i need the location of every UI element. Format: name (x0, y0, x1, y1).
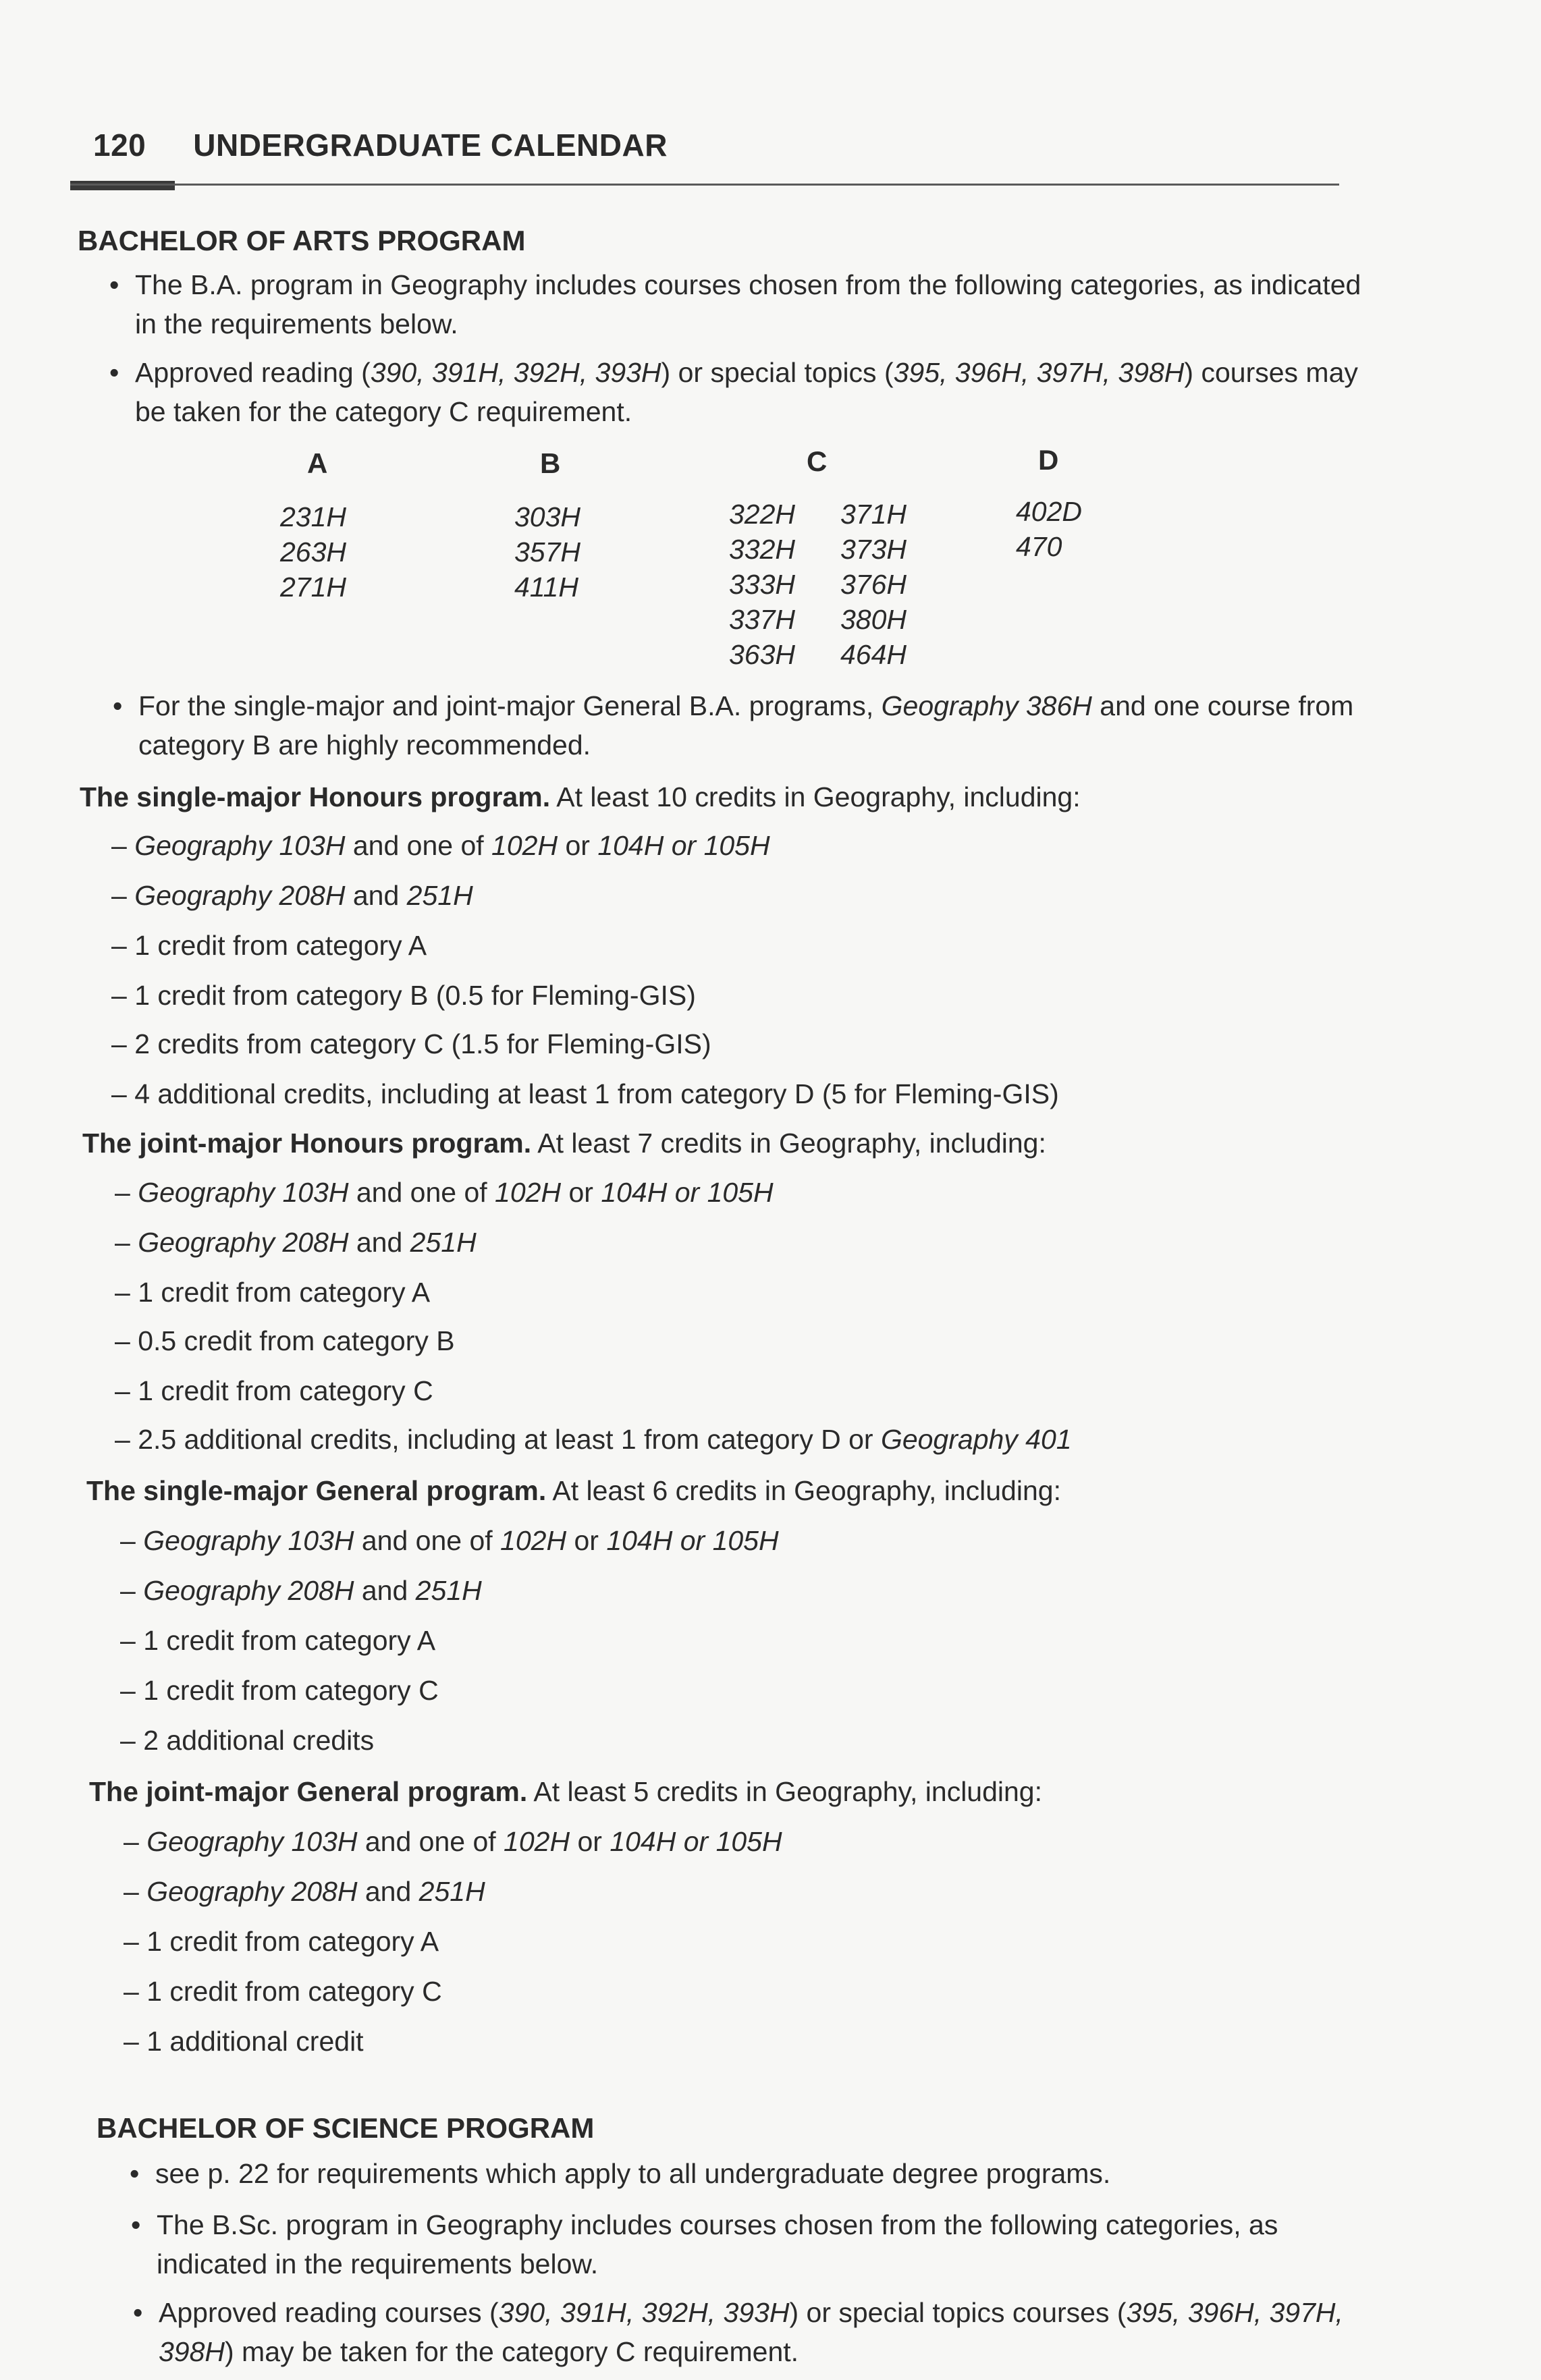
category-a-courses (280, 499, 346, 605)
requirement-course: Geography 208H (143, 1575, 354, 1606)
program-title: The single-major Honours program. (80, 781, 551, 812)
requirement-item (111, 826, 770, 865)
requirement-item: – 0.5 credit from category B (115, 1325, 455, 1356)
requirement-text: – (124, 1876, 147, 1907)
ba-bullet-2-text: ) courses may be taken for the category C requirement. (135, 357, 1358, 427)
course-code: 332H (729, 534, 796, 565)
requirement-item: – 2 credits from category C (1.5 for Fleming-GIS) (111, 1028, 711, 1059)
ba-bullet-3 (138, 686, 1367, 765)
header-rule (70, 184, 1339, 186)
header-bar (70, 181, 175, 190)
requirement-text: – (111, 830, 135, 861)
requirement-text: – (115, 1227, 138, 1258)
course-code: 376H (840, 569, 907, 600)
requirement-text: – (115, 1177, 138, 1208)
requirement-text: – (120, 1525, 144, 1556)
course-code: 464H (840, 639, 907, 670)
requirement-item (111, 876, 473, 915)
course-code: 470 (1016, 531, 1062, 562)
requirement-text: – (120, 1575, 144, 1606)
requirement-item (115, 1173, 774, 1212)
course-code: 333H (729, 569, 796, 600)
requirement-item: – 4 additional credits, including at least 1 from category D (5 for Fleming-GIS) (111, 1078, 1059, 1109)
requirement-item: – 1 credit from category A (115, 1277, 431, 1308)
program-title: The single-major General program. (86, 1475, 547, 1506)
category-b-courses (514, 499, 580, 605)
requirement-item: – 1 credit from category B (0.5 for Fleming-GIS) (111, 980, 696, 1011)
category-d-header: D (1038, 444, 1059, 476)
course-code: 371H (840, 499, 907, 530)
requirement-text: and (354, 1575, 416, 1606)
ba-bullet-3-text: and one course from category B are highly recommended. (138, 690, 1354, 760)
requirement-course: 104H or 105H (597, 830, 770, 861)
requirement-course: Geography 208H (138, 1227, 349, 1258)
requirement-course: 251H (418, 1876, 485, 1907)
requirement-text: and one of (357, 1826, 504, 1857)
requirement-course: 102H (495, 1177, 562, 1208)
ba-section-title: BACHELOR OF ARTS PROGRAM (78, 225, 526, 256)
requirement-item: – 2 additional credits (120, 1725, 375, 1756)
course-code: 322H (729, 499, 796, 530)
bsc-section-title: BACHELOR OF SCIENCE PROGRAM (97, 2112, 595, 2144)
program-single-major-general (86, 1471, 1322, 1510)
requirement-course: Geography 103H (138, 1177, 349, 1208)
requirement-course: 251H (410, 1227, 477, 1258)
requirement-text: and (357, 1876, 419, 1907)
ba-bullet-1: • The B.A. program in Geography includes courses chosen from the following categories, as indicated in the requirements below. (135, 265, 1363, 343)
ba-bullet-2-text: Approved reading ( (135, 357, 371, 388)
program-intro: At least 10 credits in Geography, including: (550, 781, 1081, 812)
requirement-text: – 2.5 additional credits, including at least 1 from category D or (115, 1424, 881, 1455)
requirement-course: Geography 401 (880, 1424, 1072, 1455)
requirement-course: 104H or 105H (610, 1826, 782, 1857)
program-intro: At least 6 credits in Geography, including: (546, 1475, 1061, 1506)
course-code: 231H (280, 501, 347, 532)
requirement-text: – (124, 1826, 147, 1857)
bsc-bullet-3-topics: 395, 396H, 397H, 398H (159, 2297, 1343, 2367)
requirement-item (115, 1223, 477, 1262)
requirement-course: 104H or 105H (606, 1525, 779, 1556)
ba-bullet-2-reading: 390, 391H, 392H, 393H (370, 357, 661, 388)
bsc-bullet-3 (159, 2293, 1387, 2371)
page-header (93, 127, 668, 163)
category-b-header: B (540, 447, 561, 479)
course-code: 411H (514, 572, 578, 603)
course-code: 271H (280, 572, 347, 603)
bsc-bullet-3-text: ) or special topics courses ( (789, 2297, 1127, 2328)
bsc-bullet-3-text: ) may be taken for the category C requirement. (225, 2336, 799, 2367)
requirement-item: – 1 credit from category A (124, 1926, 439, 1957)
requirement-course: 102H (491, 830, 558, 861)
course-code: 337H (729, 604, 796, 635)
requirement-text: or (558, 830, 598, 861)
requirement-item: – 1 additional credit (124, 2026, 364, 2057)
program-joint-major-honours (82, 1124, 1318, 1163)
program-joint-major-general (89, 1772, 1324, 1811)
requirement-item (124, 1822, 782, 1861)
program-title: The joint-major General program. (89, 1776, 528, 1807)
requirement-course: 102H (500, 1525, 567, 1556)
requirement-course: Geography 208H (146, 1876, 358, 1907)
requirement-text: and (348, 1227, 410, 1258)
category-a-header: A (307, 447, 328, 479)
course-code: 363H (729, 639, 796, 670)
ba-bullet-3-text: For the single-major and joint-major General B.A. programs, (138, 690, 882, 721)
requirement-course: Geography 103H (134, 830, 346, 861)
bsc-bullet-1: • see p. 22 for requirements which apply to all undergraduate degree programs. (155, 2154, 1384, 2193)
requirement-course: 251H (406, 880, 473, 911)
program-title: The joint-major Honours program. (82, 1128, 532, 1159)
bsc-bullet-2: • The B.Sc. program in Geography includes courses chosen from the following categories, as indicated in the requirements below. (157, 2205, 1385, 2284)
program-intro: At least 5 credits in Geography, including: (527, 1776, 1043, 1807)
category-d-courses (1016, 494, 1082, 564)
category-c-courses-col2 (840, 497, 907, 672)
course-code: 263H (280, 536, 347, 568)
requirement-text: or (561, 1177, 601, 1208)
requirement-text: and (345, 880, 407, 911)
ba-bullet-2-topics: 395, 396H, 397H, 398H (893, 357, 1185, 388)
ba-bullet-2-text: ) or special topics ( (661, 357, 894, 388)
requirement-item (115, 1420, 1072, 1459)
requirement-course: Geography 103H (143, 1525, 354, 1556)
requirement-text: – (111, 880, 135, 911)
requirement-course: 102H (504, 1826, 570, 1857)
bsc-bullet-3-text: Approved reading courses ( (159, 2297, 499, 2328)
category-c-courses-col1 (729, 497, 795, 672)
page-number: 120 (93, 128, 146, 163)
requirement-text: and one of (348, 1177, 495, 1208)
requirement-text: or (566, 1525, 607, 1556)
requirement-item: – 1 credit from category C (124, 1976, 442, 2007)
program-intro: At least 7 credits in Geography, including: (531, 1128, 1046, 1159)
course-code: 303H (514, 501, 581, 532)
requirement-item: – 1 credit from category C (120, 1675, 439, 1706)
bsc-bullet-3-reading: 390, 391H, 392H, 393H (498, 2297, 790, 2328)
course-code: 380H (840, 604, 907, 635)
running-title: UNDERGRADUATE CALENDAR (193, 128, 668, 163)
course-code: 402D (1016, 496, 1083, 527)
requirement-item: – 1 credit from category C (115, 1375, 433, 1406)
requirement-item (124, 1872, 485, 1911)
requirement-text: and one of (345, 830, 492, 861)
requirement-course: Geography 103H (146, 1826, 358, 1857)
requirement-text: or (570, 1826, 610, 1857)
requirement-course: 251H (415, 1575, 482, 1606)
program-single-major-honours (80, 777, 1315, 817)
requirement-text: and one of (354, 1525, 501, 1556)
requirement-item (120, 1521, 779, 1560)
course-code: 357H (514, 536, 581, 568)
requirement-course: 104H or 105H (601, 1177, 774, 1208)
ba-bullet-3-course: Geography 386H (881, 690, 1092, 721)
requirement-course: Geography 208H (134, 880, 346, 911)
course-code: 373H (840, 534, 907, 565)
ba-bullet-2 (135, 353, 1363, 431)
requirement-item (120, 1571, 482, 1610)
requirement-item: – 1 credit from category A (111, 930, 427, 961)
category-c-header: C (807, 445, 828, 477)
requirement-item: – 1 credit from category A (120, 1625, 436, 1656)
